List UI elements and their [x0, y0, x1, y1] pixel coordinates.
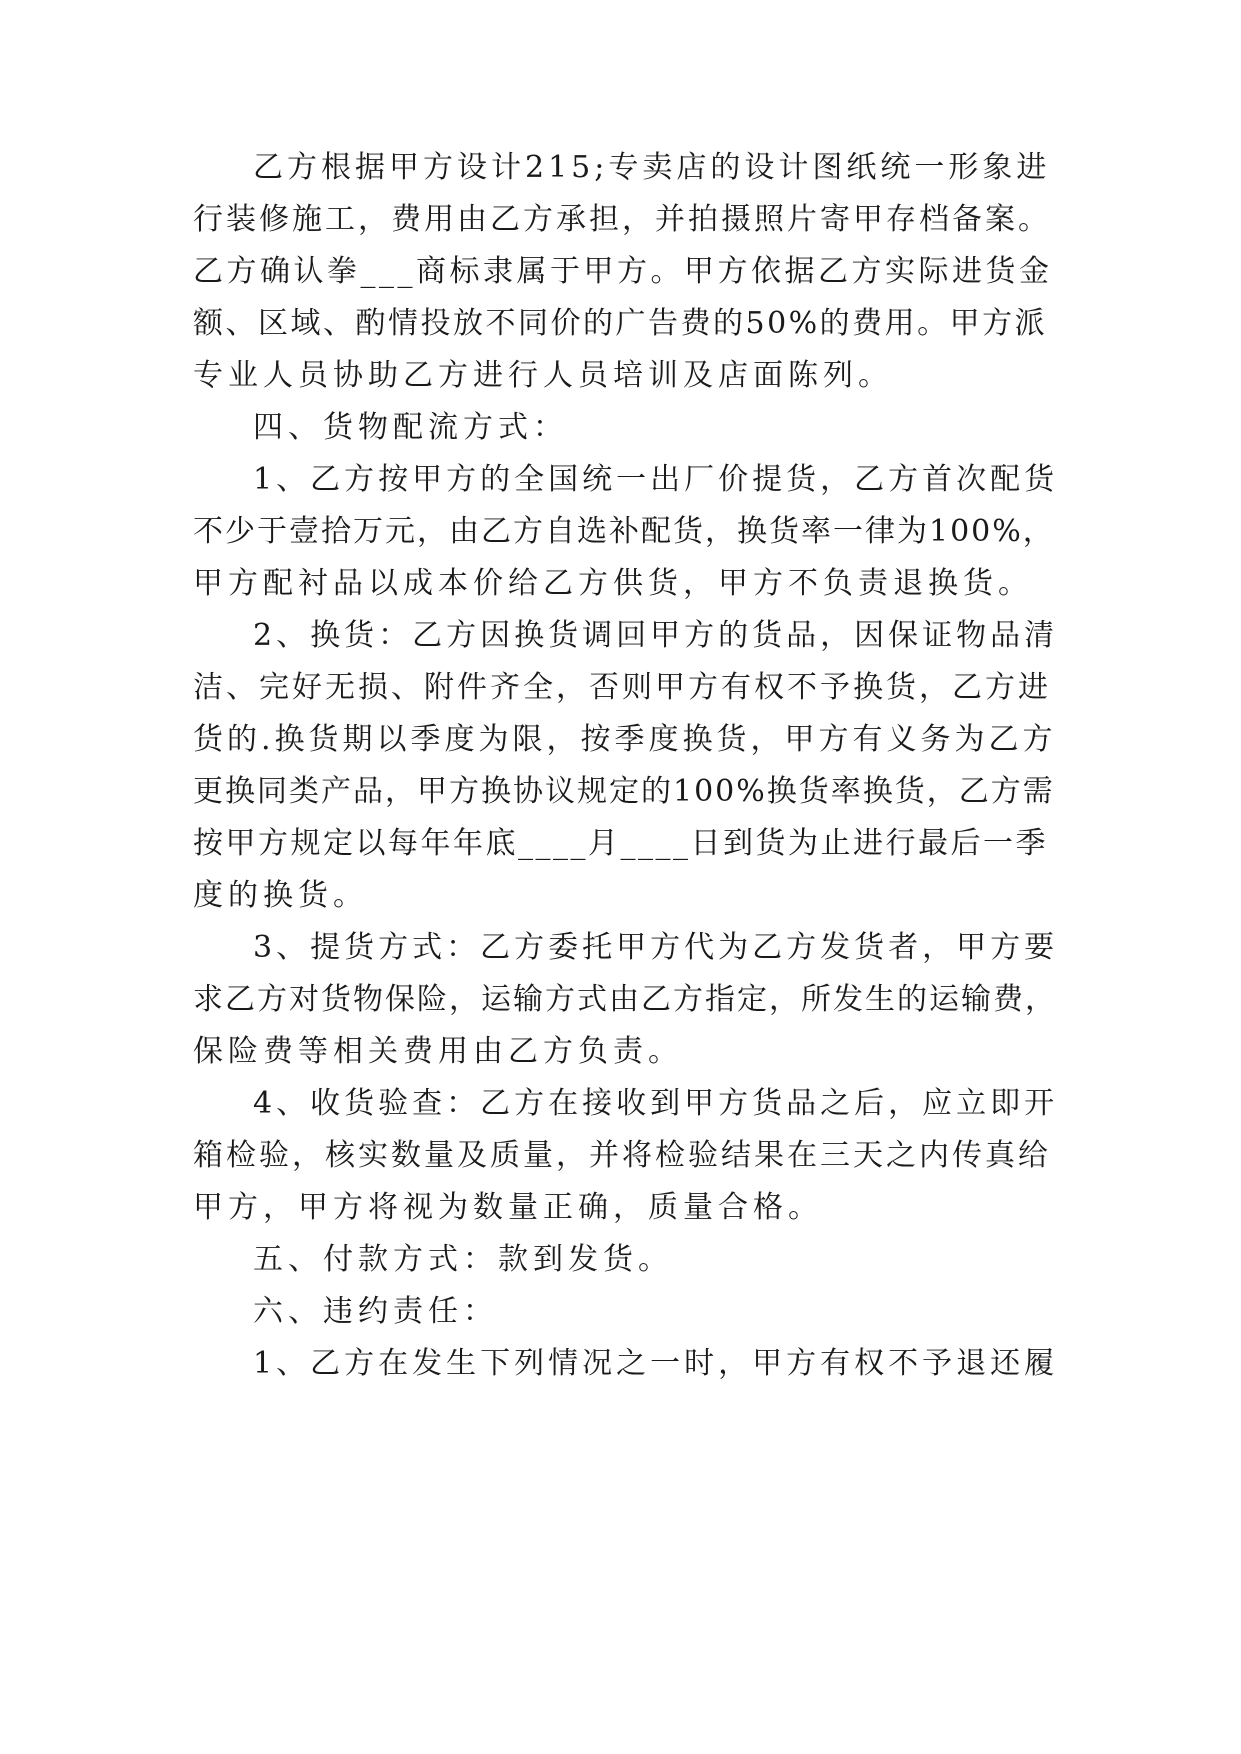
paragraph-line: 保险费等相关费用由乙方负责。 — [193, 1034, 683, 1069]
paragraph-line: 额、区域、酌情投放不同价的广告费的50%的费用。甲方派 — [193, 306, 1048, 341]
paragraph-line: 专业人员协助乙方进行人员培训及店面陈列。 — [193, 358, 893, 393]
paragraph-line: 4、收货验查：乙方在接收到甲方货品之后，应立即开 — [253, 1086, 1059, 1121]
paragraph-line: 乙方根据甲方设计215;专卖店的设计图纸统一形象进 — [253, 150, 1051, 185]
paragraph-line: 洁、完好无损、附件齐全，否则甲方有权不予换货，乙方进 — [193, 670, 1051, 705]
section-heading: 五、付款方式：款到发货。 — [253, 1242, 673, 1277]
paragraph-line: 乙方确认拳___商标隶属于甲方。甲方依据乙方实际进货金 — [193, 254, 1053, 289]
paragraph-line: 度的换货。 — [193, 878, 368, 913]
paragraph-line: 2、换货：乙方因换货调回甲方的货品，因保证物品清 — [253, 618, 1059, 653]
paragraph-line: 3、提货方式：乙方委托甲方代为乙方发货者，甲方要 — [253, 930, 1059, 965]
paragraph-line: 按甲方规定以每年年底____月____日到货为止进行最后一季 — [193, 826, 1048, 861]
paragraph-line: 不少于壹拾万元，由乙方自选补配货，换货率一律为100%， — [193, 514, 1055, 549]
paragraph-line: 求乙方对货物保险，运输方式由乙方指定，所发生的运输费， — [193, 982, 1057, 1017]
paragraph-line: 1、乙方按甲方的全国统一出厂价提货，乙方首次配货 — [253, 462, 1059, 497]
paragraph-line: 更换同类产品，甲方换协议规定的100%换货率换货，乙方需 — [193, 774, 1055, 809]
paragraph-line: 甲方配衬品以成本价给乙方供货，甲方不负责退换货。 — [193, 566, 1033, 601]
paragraph-line: 甲方，甲方将视为数量正确，质量合格。 — [193, 1190, 823, 1225]
paragraph-line: 箱检验，核实数量及质量，并将检验结果在三天之内传真给 — [193, 1138, 1051, 1173]
section-heading: 四、货物配流方式： — [253, 410, 568, 445]
paragraph-line: 1、乙方在发生下列情况之一时，甲方有权不予退还履 — [253, 1346, 1059, 1381]
section-heading: 六、违约责任： — [253, 1294, 498, 1329]
paragraph-line: 货的.换货期以季度为限，按季度换货，甲方有义务为乙方 — [193, 722, 1057, 757]
paragraph-line: 行装修施工，费用由乙方承担，并拍摄照片寄甲存档备案。 — [193, 202, 1051, 237]
